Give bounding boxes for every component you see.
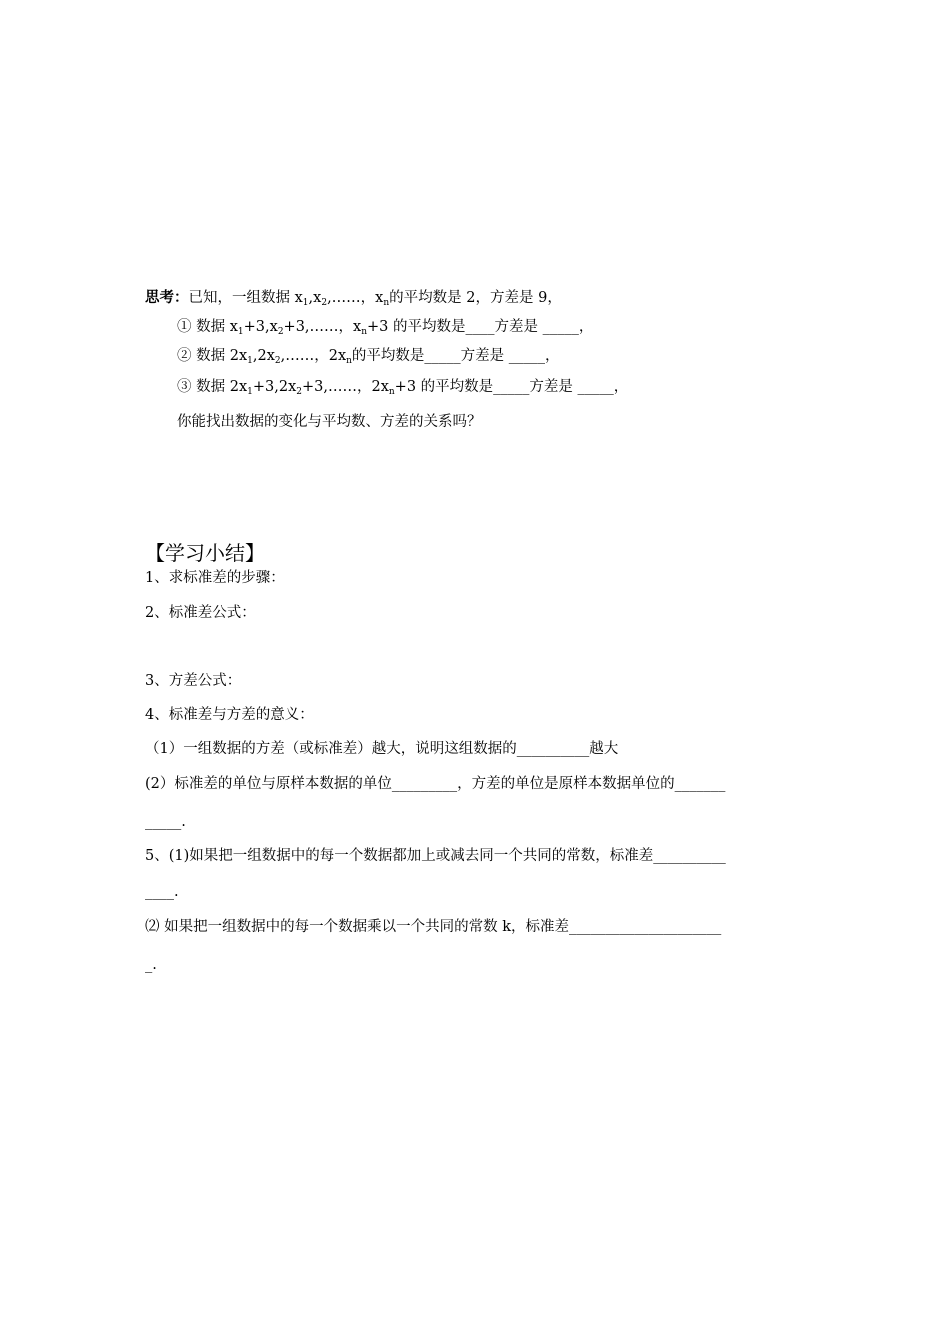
q2-text: 的平均数是_____方差是 _____， bbox=[351, 348, 560, 364]
think-question-2 bbox=[177, 346, 560, 366]
q3-text: ③ 数据 2x bbox=[177, 379, 248, 395]
think-question-3 bbox=[177, 377, 628, 397]
summary-item-2: 2、标准差公式： bbox=[145, 605, 256, 621]
think-question-relation: 你能找出数据的变化与平均数、方差的关系吗？ bbox=[177, 414, 482, 430]
summary-item-4-2-cont: _____. bbox=[145, 814, 186, 830]
subscript: 1 bbox=[237, 327, 244, 337]
think-intro-text: ,……，x bbox=[327, 290, 384, 306]
subscript: 2 bbox=[296, 387, 302, 397]
think-question-1 bbox=[177, 317, 593, 337]
subscript: n bbox=[383, 298, 390, 308]
summary-item-4: 4、标准差与方差的意义： bbox=[145, 707, 314, 723]
q2-text: ,2x bbox=[252, 348, 275, 364]
q1-text: +3,……，x bbox=[283, 319, 362, 335]
q1-text: ① 数据 x bbox=[177, 319, 238, 335]
q2-text: ,……，2x bbox=[280, 348, 347, 364]
subscript: 2 bbox=[321, 298, 328, 308]
summary-item-3: 3、方差公式： bbox=[145, 673, 242, 689]
summary-item-1: 1、求标准差的步骤： bbox=[145, 570, 285, 586]
summary-item-5-1-cont: ____. bbox=[145, 884, 179, 900]
summary-heading: 【学习小结】 bbox=[145, 541, 265, 565]
subscript: 1 bbox=[302, 298, 309, 308]
summary-item-5-2-cont: _. bbox=[145, 957, 157, 973]
q1-text: +3,x bbox=[243, 319, 278, 335]
think-intro-text: 的平均数是 2，方差是 9， bbox=[389, 290, 562, 306]
subscript: 1 bbox=[247, 387, 253, 397]
think-intro-text: 已知，一组数据 x bbox=[188, 290, 303, 306]
subscript: n bbox=[346, 356, 352, 366]
q2-text: ② 数据 2x bbox=[177, 348, 248, 364]
subscript: 1 bbox=[247, 356, 253, 366]
summary-item-4-2: (2）标准差的单位与原样本数据的单位_________，方差的单位是原样本数据单位的_______ bbox=[145, 776, 726, 792]
subscript: n bbox=[361, 327, 368, 337]
q3-text: +3,……，2x bbox=[301, 379, 389, 395]
summary-item-5-1: 5、(1)如果把一组数据中的每一个数据都加上或减去同一个共同的常数，标准差__________ bbox=[145, 848, 726, 864]
subscript: n bbox=[388, 387, 395, 397]
summary-item-5-2: ⑵ 如果把一组数据中的每一个数据乘以一个共同的常数 k，标准差_____________________ bbox=[145, 919, 722, 935]
q3-text: +3,2x bbox=[252, 379, 297, 395]
q1-text: +3 的平均数是____方差是 _____， bbox=[367, 319, 594, 335]
think-intro-text: ,x bbox=[308, 290, 322, 306]
subscript: 2 bbox=[277, 327, 284, 337]
think-intro bbox=[145, 288, 562, 308]
think-label: 思考： bbox=[145, 290, 189, 306]
q3-text: +3 的平均数是_____方差是 _____， bbox=[394, 379, 629, 395]
summary-item-4-1: （1）一组数据的方差（或标准差）越大，说明这组数据的__________越大 bbox=[145, 741, 619, 757]
subscript: 2 bbox=[274, 356, 281, 366]
